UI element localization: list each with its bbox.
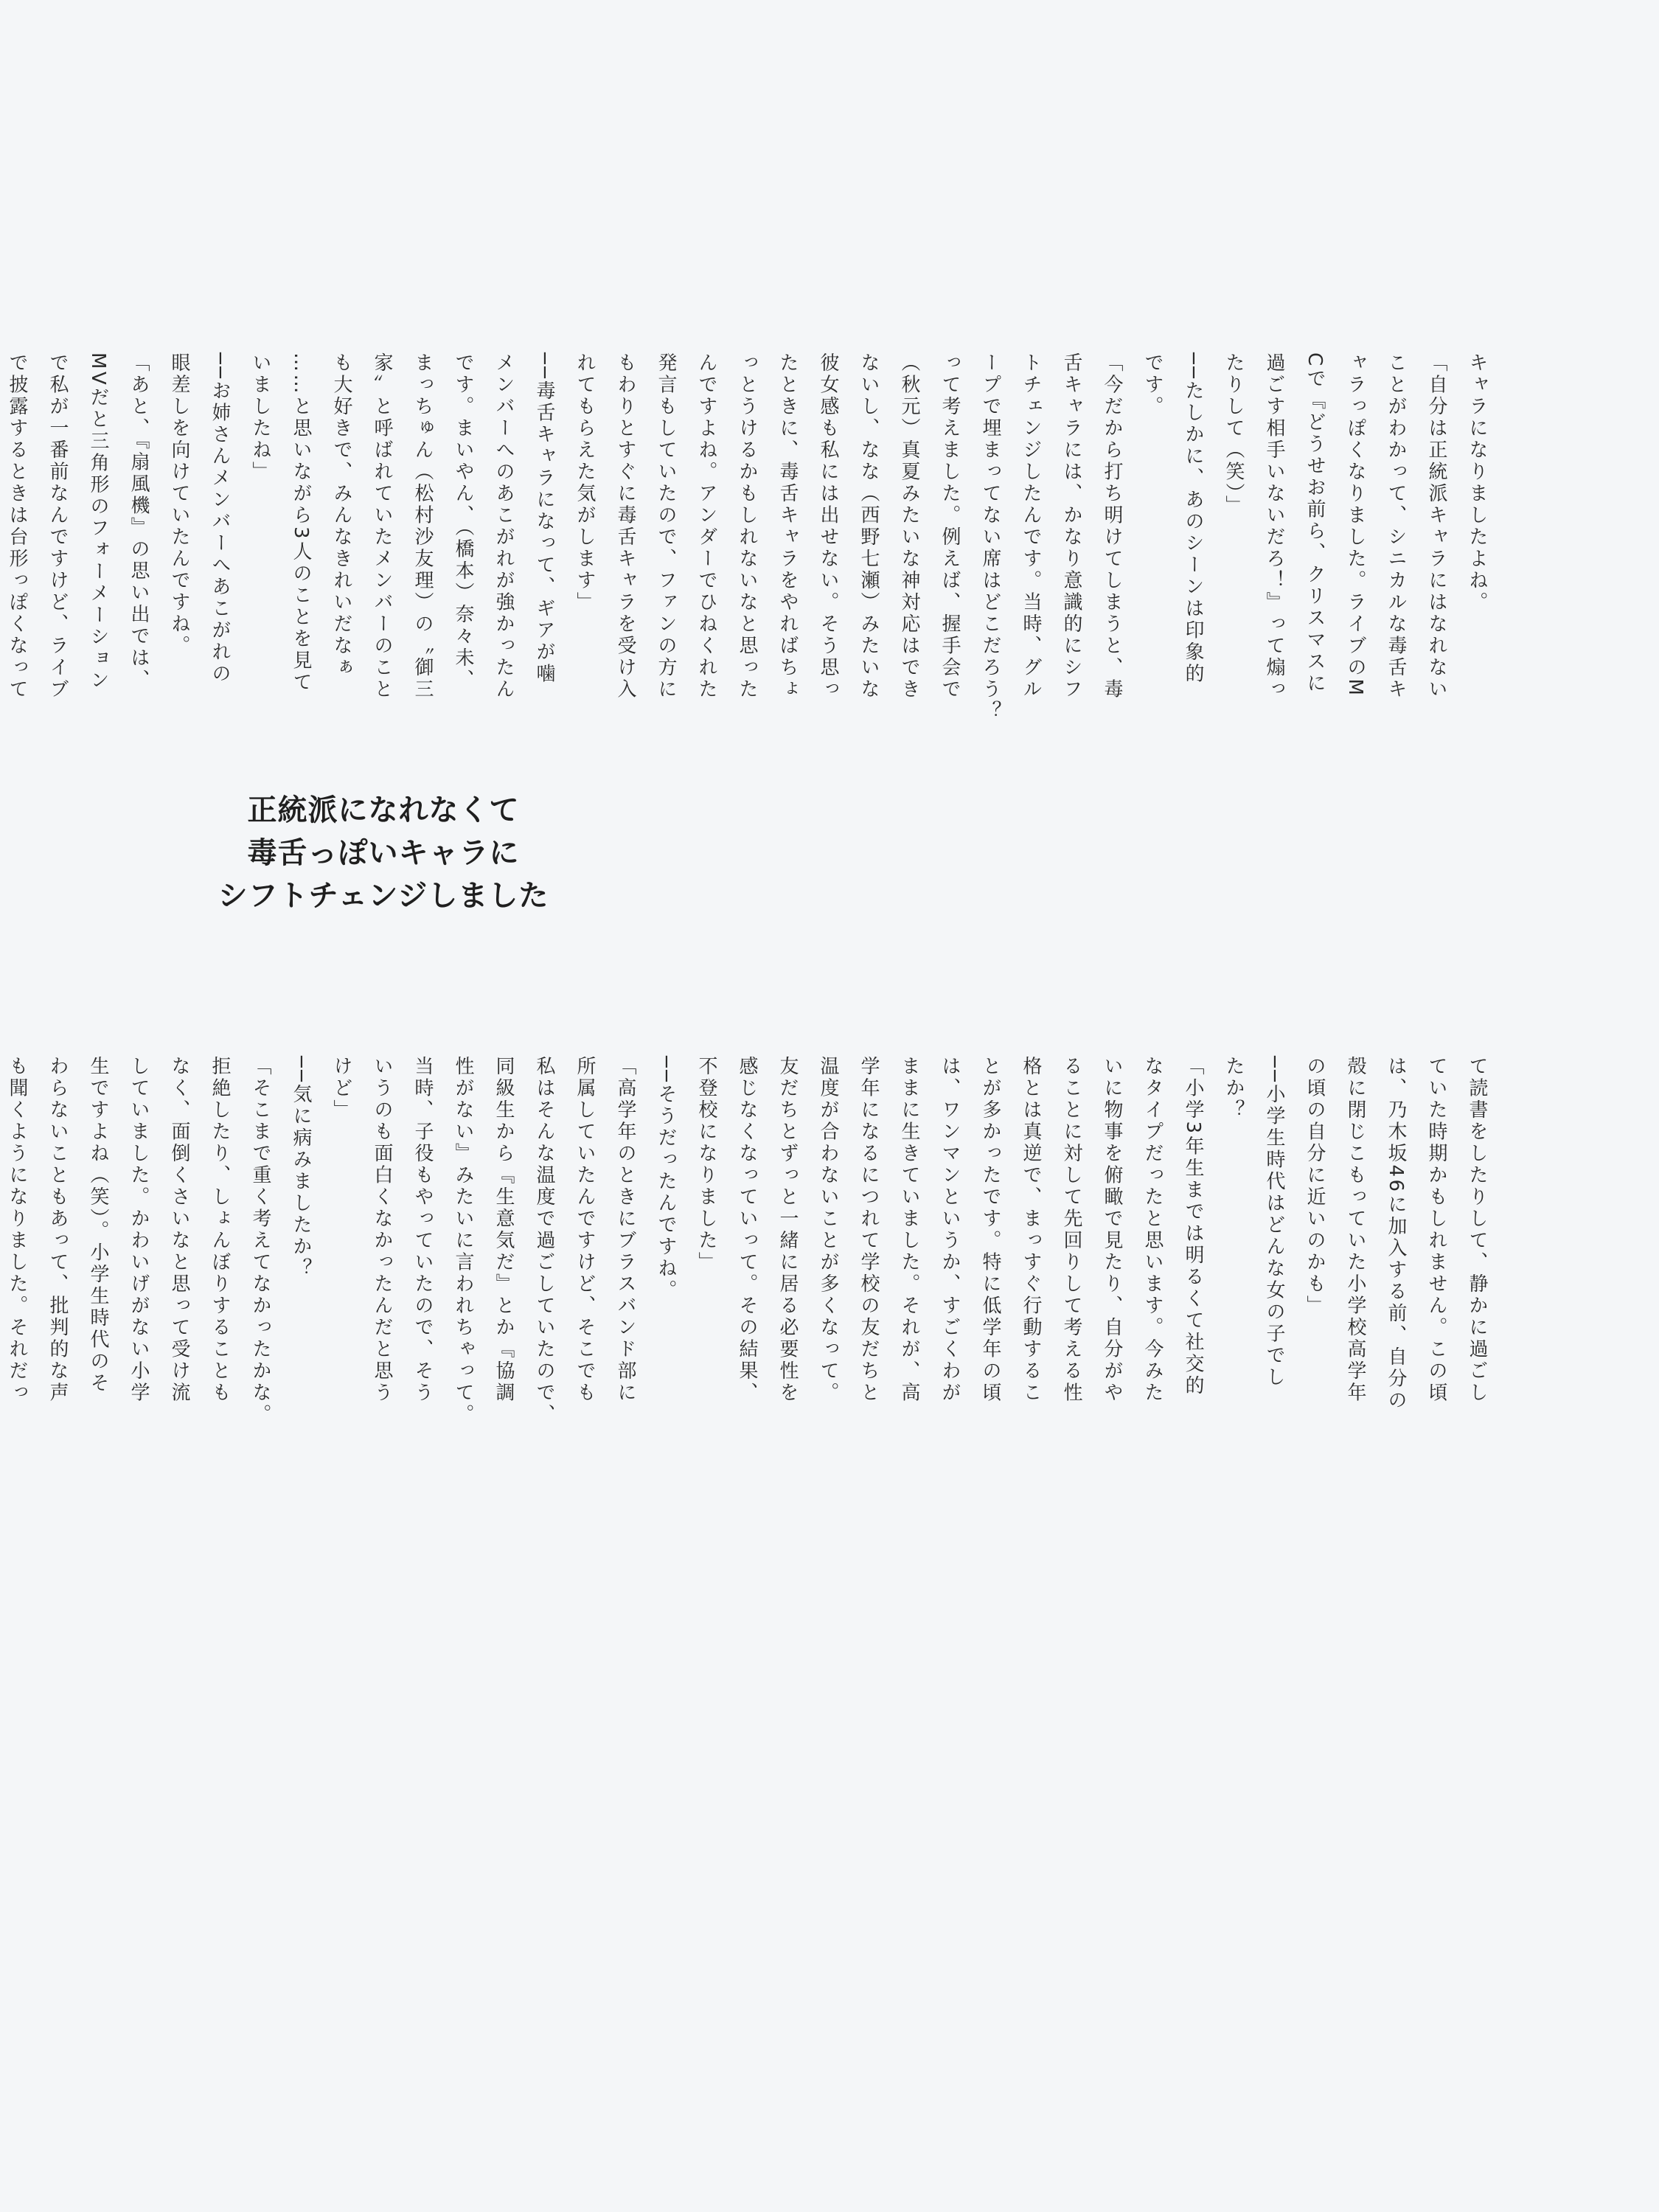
upper-right-line: キャラになりましたよね。 <box>1466 352 1488 613</box>
lower-right-line: ──気に病みましたか？ <box>290 1056 312 1280</box>
lower-right-line: 友だちとずっと一緒に居る必要性を <box>776 1056 799 1404</box>
upper-left-line: で私が一番前なんですけど、ライブ <box>46 352 69 700</box>
lower-right-line: 拒絶したり、しょんぼりすることも <box>209 1056 231 1404</box>
lower-right-line: ていた時期かもしれません。この頃 <box>1425 1056 1447 1404</box>
lower-right-line: 格とは真逆で、まっすぐ行動するこ <box>1020 1056 1042 1404</box>
upper-right-line: たりして（笑）」 <box>1222 352 1245 517</box>
main-heading-line-2: 毒舌っぽいキャラに <box>247 836 520 870</box>
lower-right-line: ──小学生時代はどんな女の子でし <box>1263 1056 1285 1389</box>
lower-right-line: て読書をしたりして、静かに過ごし <box>1466 1056 1488 1404</box>
upper-right-line: 「今だから打ち明けてしまうと、毒 <box>1101 352 1123 700</box>
upper-right-line: です。 <box>1141 352 1164 418</box>
lower-right-line: ままに生きていました。それが、高 <box>898 1056 920 1404</box>
upper-right-line: 彼女感も私には出せない。そう思っ <box>817 352 839 700</box>
upper-right-line: もわりとすぐに毒舌キャラを受け入 <box>614 352 636 700</box>
lower-right-line: いに物事を俯瞰で見たり、自分がや <box>1101 1056 1123 1404</box>
upper-right-line: れてもらえた気がします」 <box>574 352 596 613</box>
upper-left-line: です。まいやん、（橋本）奈々未、 <box>452 352 474 691</box>
upper-right-line: 舌キャラには、かなり意識的にシフ <box>1060 352 1082 700</box>
upper-right-line: ことがわかって、シニカルな毒舌キ <box>1385 352 1407 700</box>
lower-right-line: 学年になるにつれて学校の友だちと <box>858 1056 880 1404</box>
upper-right-line: ャラっぽくなりました。ライブのM <box>1344 352 1366 698</box>
main-heading <box>199 789 568 917</box>
upper-left-line: 家〟と呼ばれていたメンバーのこと <box>371 352 393 700</box>
lower-right-line: は、ワンマンというか、すごくわが <box>939 1056 961 1404</box>
lower-right-line: ることに対して先回りして考える性 <box>1060 1056 1082 1404</box>
lower-right-line: けど」 <box>330 1056 352 1121</box>
upper-left-line: いましたね」 <box>249 352 271 483</box>
upper-right-line: ないし、なな（西野七瀬）みたいな <box>858 352 880 700</box>
lower-middle-line: わらないこともあって、批判的な声 <box>46 1056 69 1404</box>
lower-right-line: は、乃木坂46に加入する前、自分の <box>1385 1056 1407 1412</box>
lower-right-line: 私はそんな温度で過ごしていたので、 <box>533 1056 555 1426</box>
upper-right-line: （秋元）真夏みたいな神対応はでき <box>898 352 920 700</box>
lower-right-line: していました。かわいげがない小学 <box>128 1056 150 1404</box>
lower-right-line: 殻に閉じこもっていた小学校高学年 <box>1344 1056 1366 1404</box>
upper-left-line: MVだと三角形のフォーメーション <box>87 352 109 692</box>
lower-right-line: なく、面倒くさいなと思って受け流 <box>168 1056 190 1404</box>
lower-right-line: ──そうだったんですね。 <box>655 1056 677 1302</box>
upper-right-line: っとうけるかもしれないなと思った <box>736 352 758 700</box>
upper-right-line: って考えました。例えば、握手会で <box>939 352 961 700</box>
lower-right-line: とが多かったです。特に低学年の頃 <box>979 1056 1001 1404</box>
lower-right-line: たか？ <box>1222 1056 1245 1121</box>
main-heading-line-3: シフトチェンジしました <box>218 879 549 913</box>
upper-left-line: 「あと、『扇風機』の思い出では、 <box>128 352 150 691</box>
lower-right-line: 「そこまで重く考えてなかったかな。 <box>249 1056 271 1426</box>
upper-right-line: 過ごす相手いないだろ！』って煽っ <box>1263 352 1285 700</box>
upper-left-line: で披露するときは台形っぽくなって <box>6 352 28 700</box>
upper-right-line: たときに、毒舌キャラをやればちょ <box>776 352 799 700</box>
lower-right-line: 同級生から『生意気だ』とか『協調 <box>493 1056 515 1404</box>
upper-left-line: ……と思いながら3人のことを見て <box>290 352 312 694</box>
lower-right-line: 温度が合わないことが多くなって。 <box>817 1056 839 1404</box>
lower-right-line: 当時、子役もやっていたので、そう <box>411 1056 434 1404</box>
upper-right-line: 「自分は正統派キャラにはなれない <box>1425 352 1447 700</box>
lower-right-line: 生ですよね（笑）。小学生時代のそ <box>87 1056 109 1394</box>
lower-middle-line: も聞くようになりました。それだっ <box>6 1056 28 1404</box>
upper-right-line: んですよね。アンダーでひねくれた <box>695 352 717 700</box>
upper-left-line: メンバーへのあこがれが強かったん <box>493 352 515 700</box>
upper-right-line: ープで埋まってない席はどこだろう？ <box>979 352 1001 723</box>
main-heading-line-1: 正統派になれなくて <box>247 793 520 827</box>
upper-right-line: ──たしかに、あのシーンは印象的 <box>1182 352 1204 686</box>
lower-right-line: 「小学3年生までは明るくて社交的 <box>1182 1056 1204 1397</box>
lower-right-line: 所属していたんですけど、そこでも <box>574 1056 596 1404</box>
lower-right-line: 不登校になりました」 <box>695 1056 717 1273</box>
upper-right-line: トチェンジしたんです。当時、グル <box>1020 352 1042 700</box>
upper-left-line: ──お姉さんメンバーへあこがれの <box>209 352 231 686</box>
upper-left-line: も大好きで、みんなきれいだなぁ <box>330 352 352 679</box>
upper-left-line: 眼差しを向けていたんですね。 <box>168 352 190 657</box>
lower-right-line: 性がない』みたいに言われちゃって。 <box>452 1056 474 1426</box>
lower-right-line: なタイプだったと思います。今みた <box>1141 1056 1164 1404</box>
upper-right-line: ──毒舌キャラになって、ギアが噛 <box>533 352 555 686</box>
lower-text-block <box>6 1056 1497 1978</box>
upper-right-line: 発言もしていたので、ファンの方に <box>655 352 677 700</box>
lower-right-line: 「高学年のときにブラスバンド部に <box>614 1056 636 1404</box>
upper-right-line: Cで『どうせお前ら、クリスマスに <box>1304 352 1326 695</box>
lower-right-line: の頃の自分に近いのかも」 <box>1304 1056 1326 1317</box>
lower-right-line: 感じなくなっていって。その結果、 <box>736 1056 758 1404</box>
lower-right-line: いうのも面白くなかったんだと思う <box>371 1056 393 1404</box>
upper-left-line: まっちゅん（松村沙友理）の〝御三 <box>411 352 434 700</box>
